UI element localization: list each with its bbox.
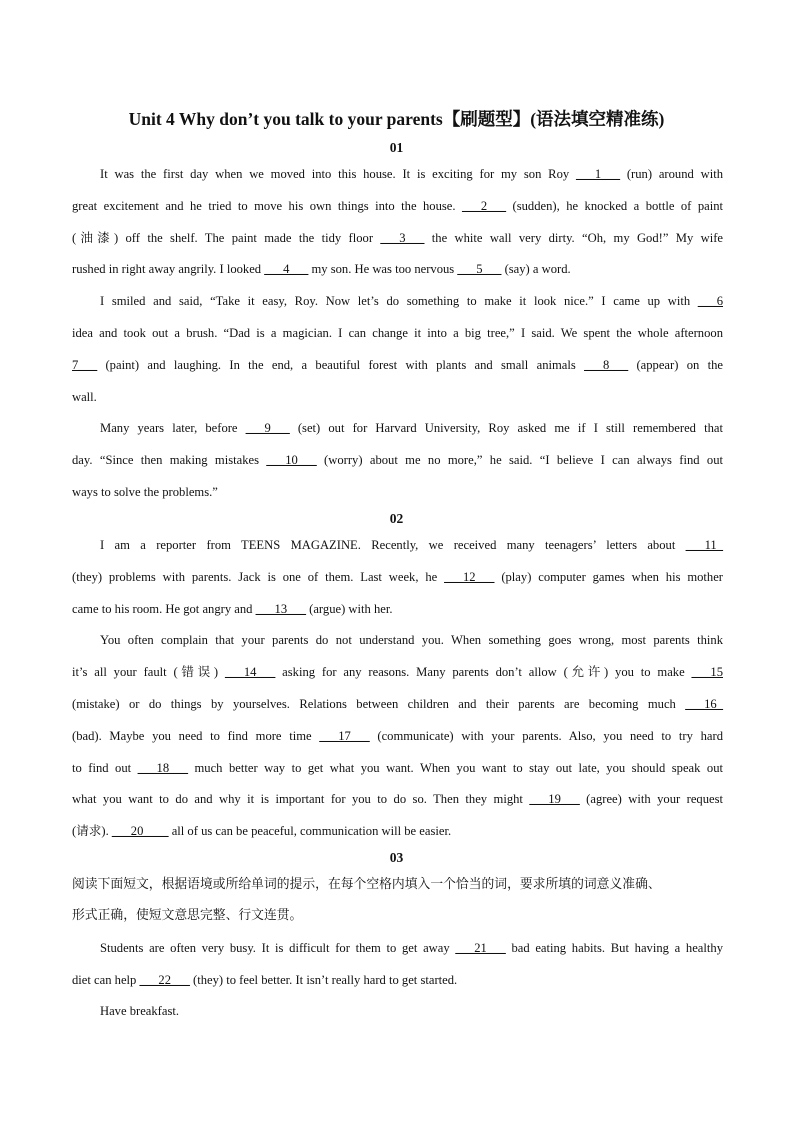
answer-blank-4: ___4___ [264, 262, 309, 276]
answer-blank-14: ___14___ [224, 665, 276, 679]
passage-line [72, 229, 723, 247]
passage-line [72, 260, 723, 278]
passage-line [72, 695, 723, 713]
answer-blank-12: ___12___ [444, 570, 495, 584]
instruction-line: 形式正确，使短文意思完整、行文连贯。 [72, 908, 303, 923]
answer-blank-19: ___19___ [529, 792, 580, 806]
line-text: (say) a word. [501, 262, 571, 276]
answer-blank-21: ___21___ [455, 941, 506, 955]
passage-line [72, 600, 723, 618]
line-text: all of us can be peaceful, communication will be easier. [168, 824, 452, 838]
passage-line [100, 292, 723, 310]
answer-blank-7: 7___ [72, 358, 98, 372]
line-text: day. “Since then making mistakes [72, 453, 267, 467]
line-text: rushed in right away angrily. I looked [72, 262, 265, 276]
passage-line [72, 568, 723, 586]
line-text: I smiled and said, “Take it easy, Roy. Now let’s do something to make it look nice.” I came up with [100, 294, 698, 308]
passage-line [100, 419, 723, 437]
passage-line [100, 536, 723, 554]
line-text: (worry) about me no more,” he said. “I believe I can always find out [316, 453, 723, 467]
passage-line [72, 451, 723, 469]
answer-blank-5: ___5___ [457, 262, 502, 276]
page-title: Unit 4 Why don’t you talk to your parents【刷题型】(语法填空精准练) [128, 109, 665, 129]
passage-line [72, 483, 723, 501]
section-number-01: 01 [389, 140, 404, 155]
answer-blank-20: ___20____ [111, 824, 169, 838]
answer-blank-18: ___18___ [137, 761, 189, 775]
answer-blank-16: ___16_ [685, 697, 723, 711]
instruction-line: 阅读下面短文，根据语境或所给单词的提示，在每个空格内填入一个恰当的词，要求所填的词意义准确、 [72, 877, 661, 892]
line-text: the white wall very dirty. “Oh, my God!” My wife [424, 231, 723, 245]
passage-line [72, 197, 723, 215]
line-text: (they) to feel better. It isn’t really hard to get started. [189, 973, 458, 987]
line-text: Have breakfast. [100, 1004, 180, 1018]
answer-blank-2: ___2___ [462, 199, 507, 213]
answer-blank-1: ___1___ [575, 167, 621, 181]
line-text: great excitement and he tried to move his own things into the house. [72, 199, 462, 213]
passage-line [72, 324, 723, 342]
line-text: (argue) with her. [306, 602, 393, 616]
answer-blank-13: ___13___ [255, 602, 306, 616]
answer-blank-9: ___9___ [245, 421, 290, 435]
line-text: (请求). [72, 824, 112, 838]
line-text: You often complain that your parents do not understand you. When something goes wrong, most parents think [100, 633, 723, 647]
line-text: (bad). Maybe you need to find more time [72, 729, 320, 743]
line-text: bad eating habits. But having a healthy [505, 941, 723, 955]
passage-line [72, 790, 723, 808]
line-text: (appear) on the [628, 358, 723, 372]
line-text: came to his room. He got angry and [72, 602, 256, 616]
line-text: It was the first day when we moved into this house. It is exciting for my son Roy [100, 167, 576, 181]
section-number-03: 03 [389, 850, 404, 865]
answer-blank-17: ___17___ [319, 729, 370, 743]
line-text: (sudden), he knocked a bottle of paint [506, 199, 724, 213]
line-text: (play) computer games when his mother [494, 570, 724, 584]
line-text: my son. He was too nervous [308, 262, 458, 276]
line-text: (mistake) or do things by yourselves. Relations between children and their parents are becoming much [72, 697, 686, 711]
line-text: asking for any reasons. Many parents don’t allow (允许) you to make [275, 665, 692, 679]
line-text: (communicate) with your parents. Also, you need to try hard [369, 729, 723, 743]
passage-line [100, 1002, 723, 1020]
line-text: (set) out for Harvard University, Roy asked me if I still remembered that [289, 421, 723, 435]
passage-line [72, 822, 723, 840]
answer-blank-8: ___8___ [584, 358, 629, 372]
line-text: it’s all your fault (错误) [72, 665, 225, 679]
line-text: I am a reporter from TEENS MAGAZINE. Recently, we received many teenagers’ letters about [100, 538, 686, 552]
passage-line [100, 939, 723, 957]
line-text: Many years later, before [100, 421, 246, 435]
line-text: (油漆) off the shelf. The paint made the tidy floor [72, 231, 381, 245]
line-text: wall. [72, 390, 97, 404]
answer-blank-15: ___15 [691, 665, 723, 679]
answer-blank-11: ___11_ [685, 538, 723, 552]
line-text: to find out [72, 761, 138, 775]
answer-blank-22: ___22___ [139, 973, 190, 987]
line-text: Students are often very busy. It is difficult for them to get away [100, 941, 456, 955]
section-number-02: 02 [389, 511, 404, 526]
line-text: much better way to get what you want. When you want to stay out late, you should speak out [188, 761, 724, 775]
line-text: what you want to do and why it is important for you to do so. Then they might [72, 792, 530, 806]
answer-blank-10: ___10___ [266, 453, 317, 467]
passage-line [72, 356, 723, 374]
passage-line [100, 631, 723, 649]
line-text: (run) around with [620, 167, 723, 181]
answer-blank-3: ___3___ [380, 231, 425, 245]
passage-line [72, 759, 723, 777]
line-text: ways to solve the problems.” [72, 485, 218, 499]
line-text: (they) problems with parents. Jack is one of them. Last week, he [72, 570, 445, 584]
passage-line [100, 165, 723, 183]
passage-line [72, 388, 723, 406]
passage-line [72, 727, 723, 745]
line-text: idea and took out a brush. “Dad is a magician. I can change it into a big tree,” I said. We spent the whole afternoon [72, 326, 723, 340]
passage-line [72, 663, 723, 681]
line-text: (paint) and laughing. In the end, a beautiful forest with plants and small animals [97, 358, 585, 372]
answer-blank-6: ___6 [697, 294, 723, 308]
passage-line [72, 971, 723, 989]
line-text: diet can help [72, 973, 140, 987]
line-text: (agree) with your request [579, 792, 723, 806]
